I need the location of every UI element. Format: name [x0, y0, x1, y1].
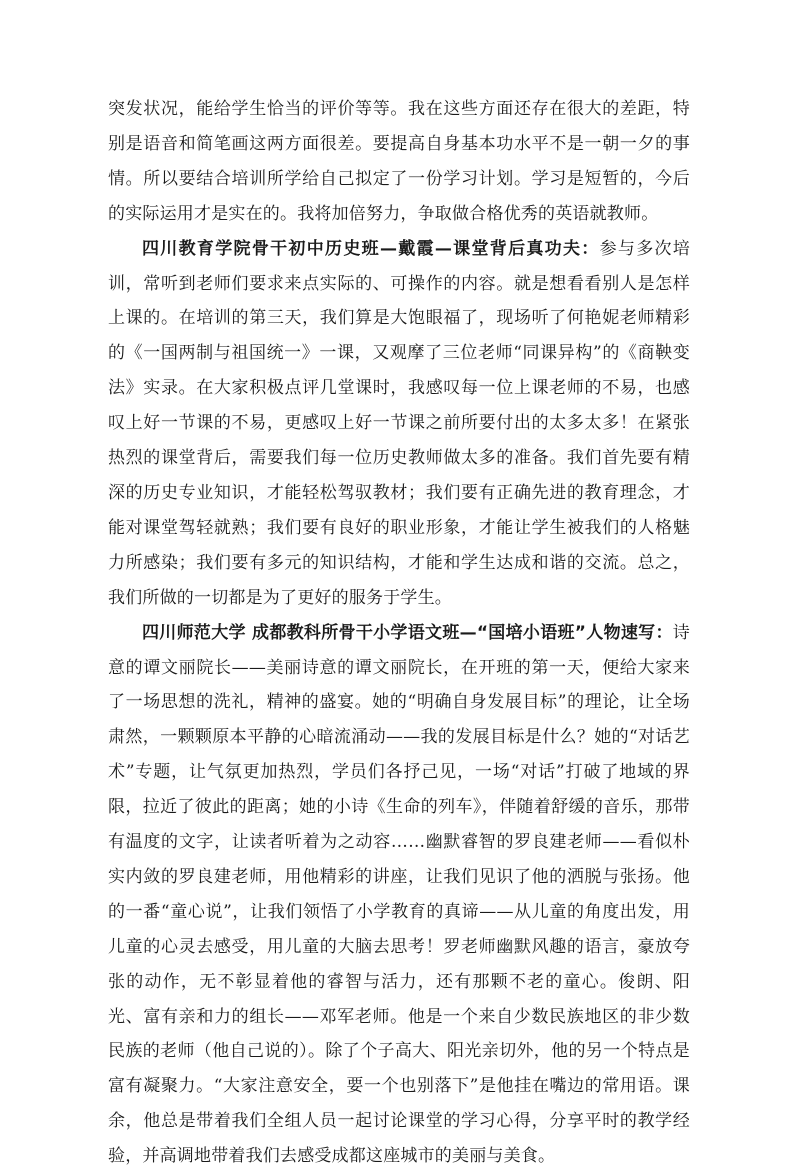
paragraph-3-heading: 四川师范大学 成都教科所骨干小学语文班—“国培小语班”人物速写： — [142, 622, 673, 643]
paragraph-1 — [108, 92, 690, 232]
paragraph-2-heading: 四川教育学院骨干初中历史班—戴霞—课堂背后真功夫： — [142, 238, 600, 259]
paragraph-3-text: 诗意的谭文丽院长——美丽诗意的谭文丽院长，在开班的第一天，便给大家来了一场思想的洗礼，精神的盛宴。她的“明确自身发展目标”的理论，让全场肃然，一颗颗原本平静的心暗流涌动——我的发展目标是什么？她的“对话艺术”专题，让气氛更加热烈，学员们各抒己见，一场“对话”打破了地域的界限，拉近了彼此的距离；她的小诗《生命的列车》，伴随着舒缓的音乐，那带有温度的文字，让读者听着为之动容……幽默睿智的罗良建老师——看似朴实内敛的罗良建老师，用他精彩的讲座，让我们见识了他的洒脱与张扬。他的一番“童心说”，让我们领悟了小学教育的真谛——从儿童的角度出发，用儿童的心灵去感受，用儿童的大脑去思考！罗老师幽默风趣的语言，豪放夸张的动作，无不彰显着他的睿智与活力，还有那颗不老的童心。俊朗、阳光、富有亲和力的组长——邓军老师。他是一个来自少数民族地区的非少数民族的老师（他自己说的）。除了个子高大、阳光亲切外，他的另一个特点是富有凝聚力。“大家注意安全，要一个也别落下”是他挂在嘴边的常用语。课余，他总是带着我们全组人员一起讨论课堂的学习心得，分享平时的教学经验，并高调地带着我们去感受成都这座城市的美丽与美食。 — [108, 622, 690, 1167]
paragraph-3 — [108, 616, 690, 1174]
document-page — [108, 92, 690, 1174]
paragraph-2 — [108, 232, 690, 616]
paragraph-2-text: 参与多次培训，常听到老师们要求来点实际的、可操作的内容。就是想看看别人是怎样上课的。在培训的第三天，我们算是大饱眼福了，现场听了何艳妮老师精彩的《一国两制与祖国统一》一课，又观摩了三位老师“同课异构”的《商鞅变法》实录。在大家积极点评几堂课时，我感叹每一位上课老师的不易，也感叹上好一节课的不易，更感叹上好一节课之前所要付出的太多太多！在紧张热烈的课堂背后，需要我们每一位历史教师做太多的准备。我们首先要有精深的历史专业知识，才能轻松驾驭教材；我们要有正确先进的教育理念，才能对课堂驾轻就熟；我们要有良好的职业形象，才能让学生被我们的人格魅力所感染；我们要有多元的知识结构，才能和学生达成和谐的交流。总之，我们所做的一切都是为了更好的服务于学生。 — [108, 238, 691, 608]
paragraph-1-text: 突发状况，能给学生恰当的评价等等。我在这些方面还存在很大的差距，特别是语音和简笔画这两方面很差。要提高自身基本功水平不是一朝一夕的事情。所以要结合培训所学给自己拟定了一份学习计划。学习是短暂的，今后的实际运用才是实在的。我将加倍努力，争取做合格优秀的英语就教师。 — [108, 99, 690, 224]
